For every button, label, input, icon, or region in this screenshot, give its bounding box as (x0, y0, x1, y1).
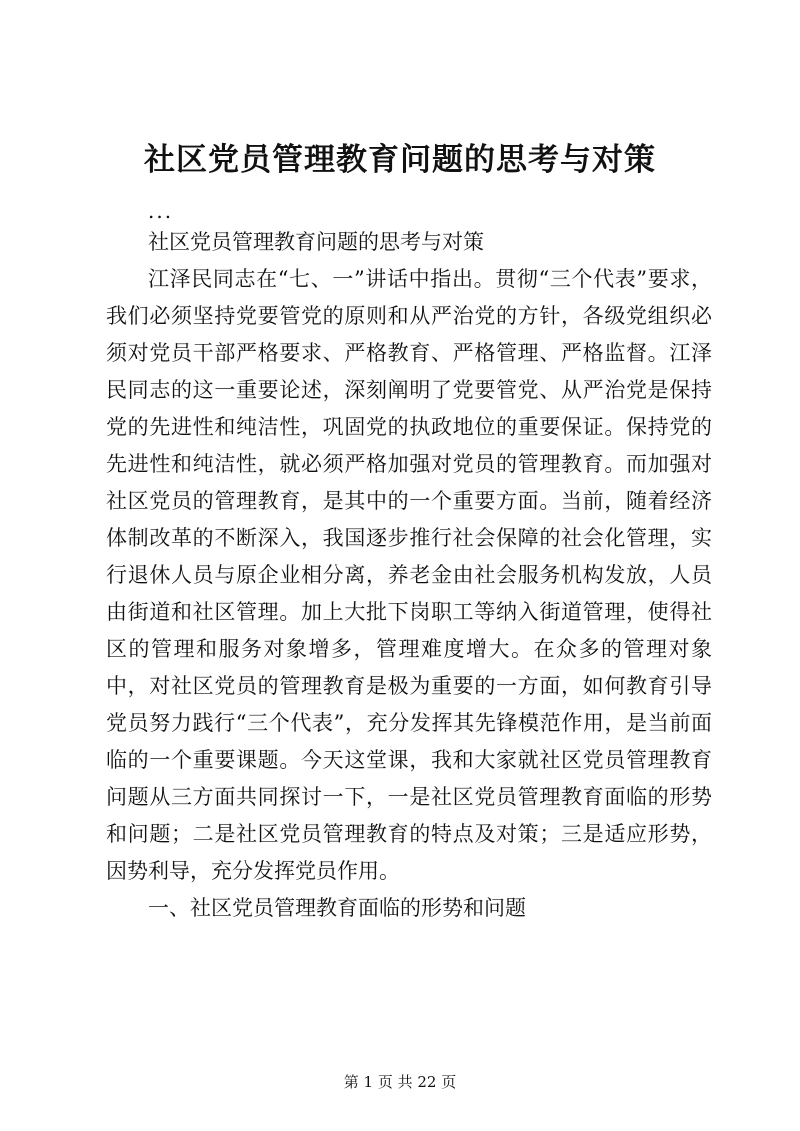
body-text (106, 224, 712, 927)
document-title: 社区党员管理教育问题的思考与对策 (144, 142, 656, 178)
subtitle-paragraph: 社区党员管理教育问题的思考与对策 (148, 230, 484, 254)
section-heading: 一、社区党员管理教育面临的形势和问题 (148, 896, 526, 920)
page-footer: 第 1 页 共 22 页 (343, 1073, 457, 1091)
ellipsis-marker: ... (148, 199, 174, 223)
intro-paragraph: 江泽民同志在“七、一”讲话中指出。贯彻“三个代表”要求，我们必须坚持党要管党的原则和从严治党的方针，各级党组织必须对党员干部严格要求、严格教育、严格管理、严格监督。江泽民同志的这一重要论述，深刻阐明了党要管党、从严治党是保持党的先进性和纯洁性，巩固党的执政地位的重要保证。保持党的先进性和纯洁性，就必须严格加强对党员的管理教育。而加强对社区党员的管理教育，是其中的一个重要方面。当前，随着经济体制改革的不断深入，我国逐步推行社会保障的社会化管理，实行退休人员与原企业相分离，养老金由社会服务机构发放，人员由街道和社区管理。加上大批下岗职工等纳入街道管理，使得社区的管理和服务对象增多，管理难度增大。在众多的管理对象中，对社区党员的管理教育是极为重要的一方面，如何教育引导党员努力践行“三个代表”，充分发挥其先锋模范作用，是当前面临的一个重要课题。今天这堂课，我和大家就社区党员管理教育问题从三方面共同探讨一下，一是社区党员管理教育面临的形势和问题；二是社区党员管理教育的特点及对策；三是适应形势，因势利导，充分发挥党员作用。 (106, 267, 712, 883)
